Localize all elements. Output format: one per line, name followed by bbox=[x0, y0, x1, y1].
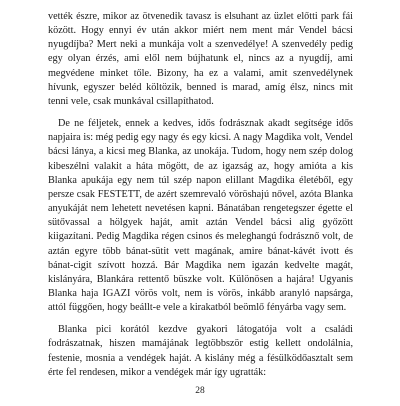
paragraph-gap bbox=[48, 315, 353, 323]
book-page bbox=[48, 10, 353, 380]
paragraph-1: vették észre, mikor az ötvenedik tavasz is elsuhant az üzlet előtti park fái között. Hogy ennyi év után akkor miért nem ment már Vendel bácsi nyugdíjba? Mert neki a munkája volt a szenvedélye! A szenvedély pedig egy olyan érzés, ami elől nem bújhatunk el, nincs az a nyugdíj, ami megvédene minket tőle. Bizony, ha ez a valami, amit szenvedélynek hívunk, egyszer beléd költözik, benned is marad, amíg élsz, nincs mit tenni vele, csak munkával csillapíthatod. bbox=[48, 11, 353, 107]
paragraph-2: De ne féljetek, ennek a kedves, idős fodrásznak akadt segítsége idős napjaira is: még pedig egy nagy és egy kicsi. A nagy Magdika volt, Vendel bácsi lánya, a kicsi meg Blanka, az unokája. Tudom, hogy nem szép dolog kibeszélni valakit a háta mögött, de az igazság az, hogy amióta a kis Blanka apukája egy nem túl szép napon elillant Magdika életéből, egy persze csak FESTETT, de azért szemrevaló vöröshajú nővel, azóta Blanka anyukáját nem lehetett nevetésen kapni. Bánatában rengetegszer égette el sütővassal a hölgyek haját, amit aztán Vendel bácsi alig győzött kiigazítani. Pedig Magdika régen csinos és meleghangú fodrásznő volt, de aztán egyre több bánat-sütit vett magának, amire bánat-kávét ivott és bánat-cigit szívott hozzá. Bár Magdika nem igazán kedvelte magát, kislányára, Blankára rettentő büszke volt. Különösen a hajára! Ugyanis Blanka haja IGAZI vörös volt, nem is vörös, inkább aranyló napsárga, attól függően, hogy beállt-e vele a kirakatból beömlő fényárba vagy sem. bbox=[48, 118, 353, 314]
page-number: 28 bbox=[195, 386, 205, 396]
paragraph-3: Blanka pici korától kezdve gyakori látogatója volt a családi fodrászatnak, hiszen mamájának legtöbbször estig kellett ondolálnia, festenie, mosnia a vendégek haját. A kislány még a fésülködőasztalt sem érte fel rendesen, mikor a vendégek már így ugratták: bbox=[48, 324, 353, 378]
paragraph-gap bbox=[48, 109, 353, 117]
